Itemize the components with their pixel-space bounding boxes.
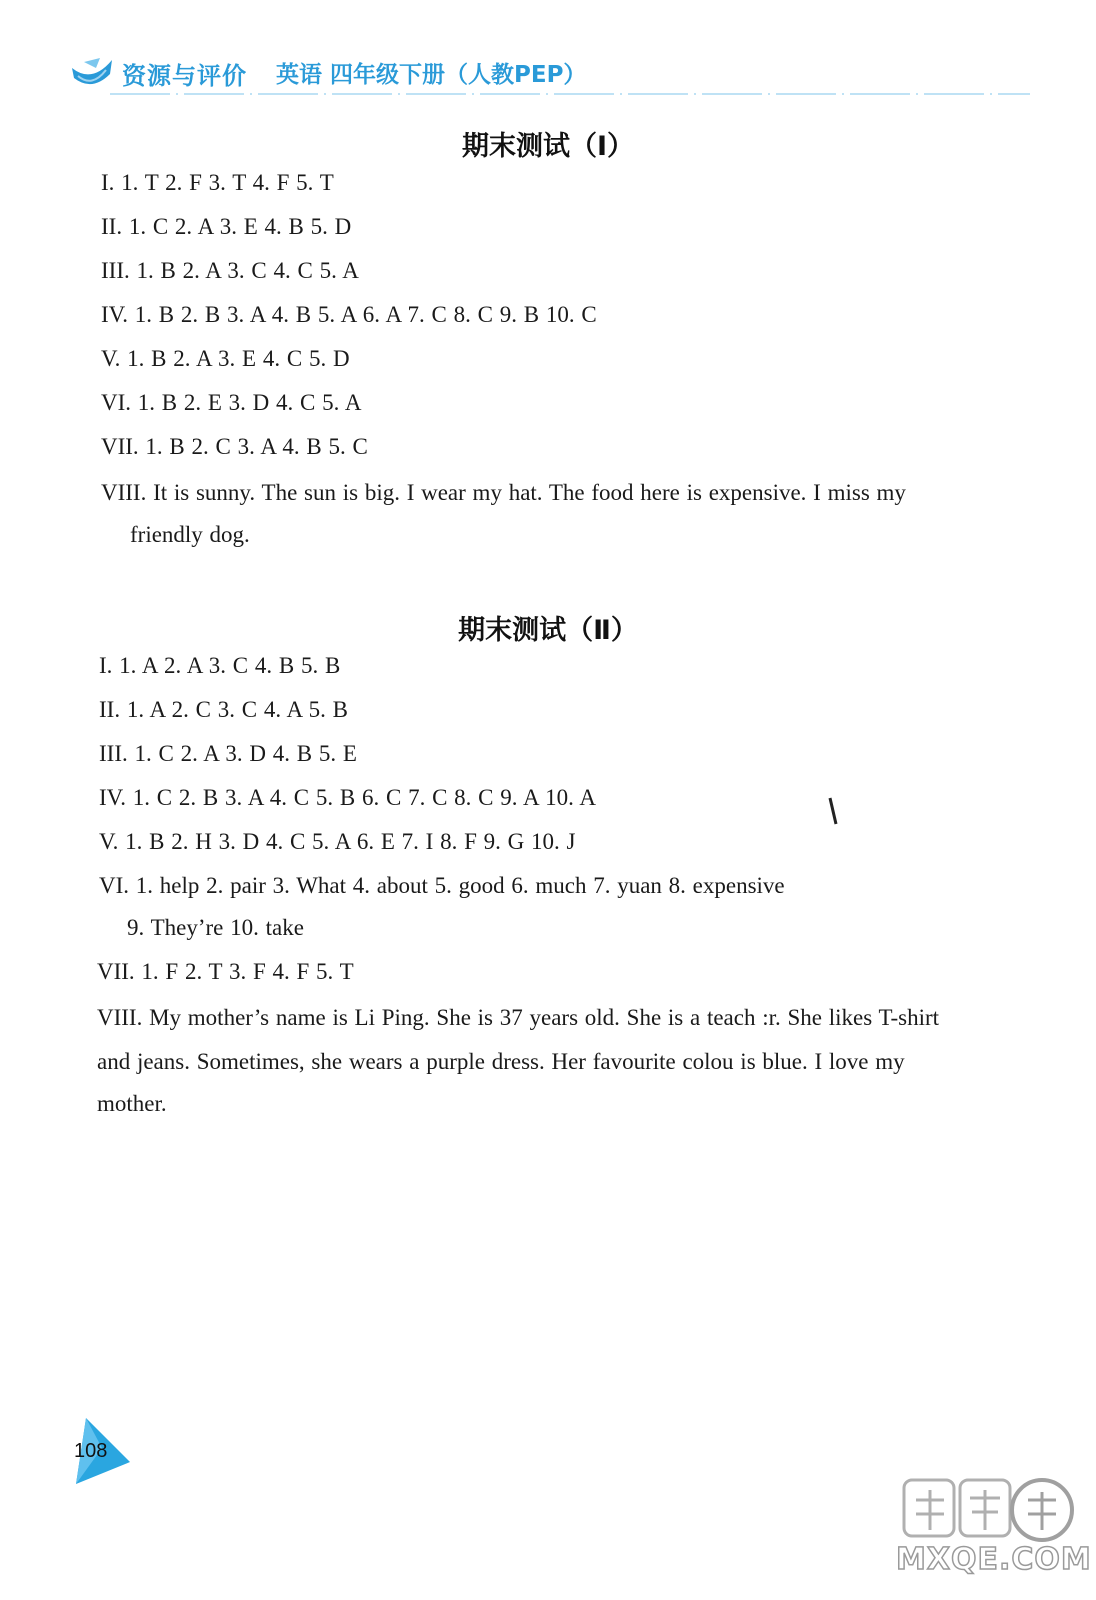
answer-line-1-6: VI. 1. B 2. E 3. D 4. C 5. A [101, 390, 362, 415]
answer-line-1-1: I. 1. T 2. F 3. T 4. F 5. T [101, 170, 334, 195]
answer-line-1-3: III. 1. B 2. A 3. C 4. C 5. A [101, 258, 359, 283]
answer-line-2-6: VI. 1. help 2. pair 3. What 4. about 5. good 6. much 7. yuan 8. expensive [99, 873, 785, 898]
header-divider [110, 90, 1030, 98]
writing-answer-1-line-1: VIII. It is sunny. The sun is big. I wear my hat. The food here is expensive. I miss my [101, 480, 906, 505]
answer-line-2-6-cont: 9. They’re 10. take [127, 915, 304, 940]
writing-answer-2-line-1: VIII. My mother’s name is Li Ping. She is 37 years old. She is a teach :r. She likes T-shirt [97, 1005, 940, 1030]
section-title-final-test-1: 期末测试（Ⅰ） [461, 131, 635, 162]
writing-answer-2-line-3: mother. [97, 1091, 167, 1116]
answer-line-2-1: I. 1. A 2. A 3. C 4. B 5. B [99, 653, 341, 678]
answer-line-2-7: VII. 1. F 2. T 3. F 4. F 5. T [97, 959, 354, 984]
answer-line-1-5: V. 1. B 2. A 3. E 4. C 5. D [101, 346, 350, 371]
answer-line-1-7: VII. 1. B 2. C 3. A 4. B 5. C [101, 434, 368, 459]
answer-line-2-3: III. 1. C 2. A 3. D 4. B 5. E [99, 741, 357, 766]
answer-line-1-2: II. 1. C 2. A 3. E 4. B 5. D [101, 214, 352, 239]
section-title-final-test-2: 期末测试（Ⅱ） [458, 615, 638, 646]
writing-answer-1-line-2: friendly dog. [130, 522, 250, 547]
book-logo-icon [70, 54, 114, 94]
watermark-text: MXQE.COM [896, 1542, 1092, 1577]
answer-line-1-4: IV. 1. B 2. B 3. A 4. B 5. A 6. A 7. C 8. C 9. B 10. C [101, 302, 597, 327]
writing-answer-2-line-2: and jeans. Sometimes, she wears a purple dress. Her favourite colou is blue. I love my [97, 1049, 905, 1074]
book-subtitle: 英语 四年级下册（人教PEP） [276, 62, 587, 88]
series-title: 资源与评价 [122, 62, 247, 90]
answer-line-2-4: IV. 1. C 2. B 3. A 4. C 5. B 6. C 7. C 8. C 9. A 10. A [99, 785, 596, 810]
page-number: 108 [74, 1440, 108, 1462]
scan-mark [826, 794, 840, 828]
page-header [70, 50, 1030, 102]
answer-line-2-5: V. 1. B 2. H 3. D 4. C 5. A 6. E 7. I 8. F 9. G 10. J [99, 829, 576, 854]
watermark-logo-icon [900, 1470, 1080, 1598]
answer-line-2-2: II. 1. A 2. C 3. C 4. A 5. B [99, 697, 348, 722]
